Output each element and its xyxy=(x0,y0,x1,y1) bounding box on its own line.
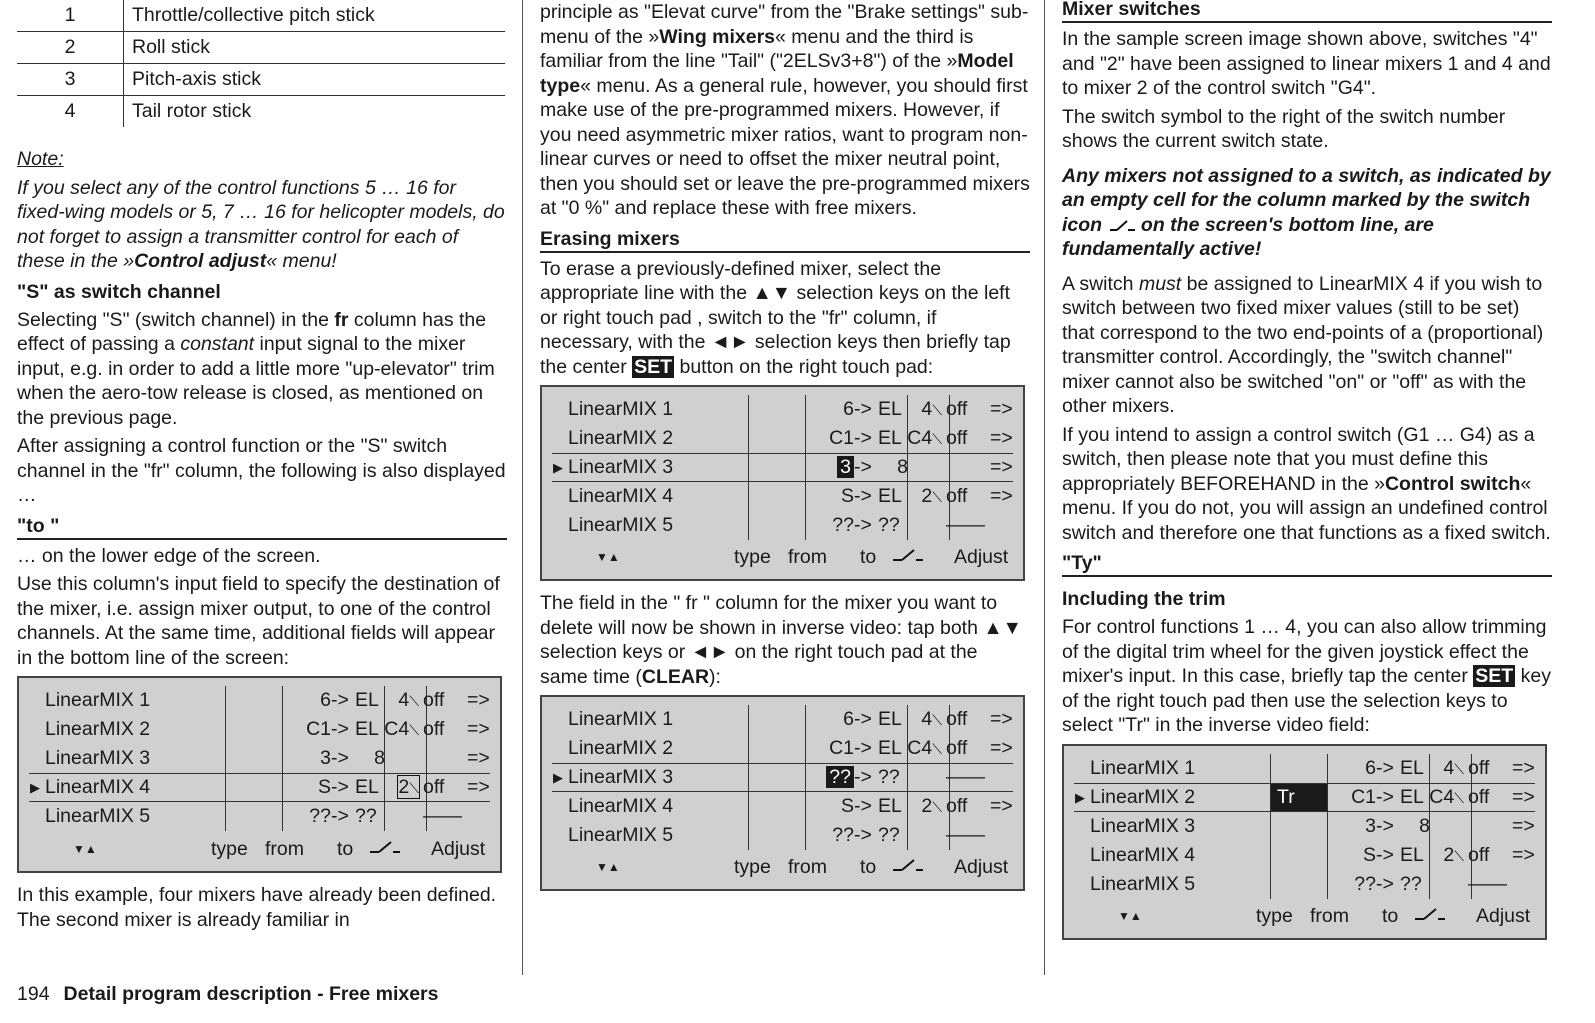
adjust-field[interactable]: off xyxy=(946,398,968,420)
mixer-row[interactable] xyxy=(29,744,490,773)
mixer-label: LinearMIX 4 xyxy=(568,795,674,817)
mixer-row[interactable] xyxy=(29,715,490,744)
adjust-arrow-icon[interactable]: => xyxy=(990,737,1013,759)
switch-state-icon: ⟍ xyxy=(409,780,419,796)
from-field[interactable]: 6 xyxy=(320,689,331,711)
control-label: Roll stick xyxy=(124,32,506,64)
control-label: Pitch-axis stick xyxy=(124,64,506,96)
to-field[interactable]: 8 xyxy=(897,456,908,478)
from-field[interactable]: C1 xyxy=(829,427,854,449)
adjust-arrow-icon[interactable]: => xyxy=(1512,814,1535,837)
from-field[interactable]: S xyxy=(840,485,854,507)
arrow-icon: -> xyxy=(331,776,349,798)
mixer-screen-1 xyxy=(17,676,502,873)
footer-adjust[interactable]: Adjust xyxy=(431,838,486,860)
arrow-icon: -> xyxy=(1376,785,1394,808)
control-number: 1 xyxy=(17,0,124,32)
control-table-row xyxy=(17,32,505,64)
mixer-row[interactable] xyxy=(552,705,1013,734)
to-field[interactable]: ?? xyxy=(1400,872,1422,895)
mixer-row[interactable] xyxy=(1074,870,1535,899)
paragraph-warning: Any mixers not assigned to a switch, as indicated by an empty cell for the column marked by the switch icon on the screen's bottom line, are fundamentally active! xyxy=(1062,164,1551,260)
mixer-label: LinearMIX 4 xyxy=(1090,843,1196,866)
mixer-label: LinearMIX 4 xyxy=(568,485,674,507)
paragraph-example: In this example, four mixers have already been defined. The second mixer is already familiar in xyxy=(17,884,497,931)
control-label: Throttle/collective pitch stick xyxy=(124,0,506,32)
mixer-label: LinearMIX 5 xyxy=(568,514,674,536)
from-field[interactable]: S xyxy=(1362,843,1376,866)
arrow-icon: -> xyxy=(854,456,872,478)
mixer-screen-3 xyxy=(540,695,1025,891)
mixer-label: LinearMIX 1 xyxy=(1090,756,1196,779)
arrow-icon: -> xyxy=(331,689,349,711)
paragraph-control-switch: If you intend to assign a control switch (G1 … G4) as a switch, then please note that you must define this appropriately BEFOREHAND in the »Control switch« menu. If you do not, you will assign an undefined control switch and therefore one that functions as a fixed switch. xyxy=(1062,423,1551,544)
arrow-icon: -> xyxy=(331,718,349,740)
footer-to[interactable]: to xyxy=(337,838,354,860)
switch-field[interactable]: C4⟍ xyxy=(384,718,419,740)
mixer-label: LinearMIX 1 xyxy=(568,398,674,420)
column-3 xyxy=(1062,0,1552,950)
footer-switch-icon[interactable] xyxy=(892,855,924,880)
heading-including-trim: Including the trim xyxy=(1062,588,1226,610)
mixer-label: LinearMIX 5 xyxy=(1090,872,1196,895)
mixer-label: LinearMIX 3 xyxy=(45,747,151,769)
footer-from[interactable]: from xyxy=(265,838,304,860)
mixer-row[interactable] xyxy=(1074,754,1535,783)
switch-state-icon: ⟍ xyxy=(932,489,942,505)
to-field[interactable]: EL xyxy=(878,795,902,817)
footer-type[interactable]: type xyxy=(211,838,248,860)
heading-switch-channel: "S" as switch channel xyxy=(17,280,221,303)
switch-field[interactable]: C4⟍ xyxy=(1429,785,1464,808)
mixer-label: LinearMIX 3 xyxy=(1090,814,1196,837)
to-field[interactable]: EL xyxy=(878,427,902,449)
switch-field[interactable]: 2⟍ xyxy=(1443,843,1464,866)
mixer-label: LinearMIX 2 xyxy=(568,737,674,759)
switch-field[interactable]: C4⟍ xyxy=(907,427,942,449)
control-number: 3 xyxy=(17,64,124,96)
screen-footer xyxy=(29,837,490,863)
mixer-row[interactable] xyxy=(1074,841,1535,870)
adjust-arrow-icon[interactable]: => xyxy=(467,747,490,769)
adjust-field[interactable]: —— xyxy=(423,805,462,827)
from-field[interactable]: 6 xyxy=(1365,756,1376,779)
footer-adjust[interactable]: Adjust xyxy=(954,546,1009,568)
switch-state-icon: ⟍ xyxy=(932,431,942,447)
from-field[interactable]: 6 xyxy=(843,398,854,420)
arrow-icon: -> xyxy=(331,747,349,769)
page-number: 194 xyxy=(17,983,50,1005)
screen-footer xyxy=(552,855,1013,881)
mixer-row[interactable] xyxy=(552,511,1013,540)
paragraph-principle: principle as "Elevat curve" from the "Brake settings" sub-menu of the »Wing mixers« menu and the third is familiar from the line "Tail" ("2ELSv3+8") of the »Model type« menu. As a general rule, however, you should first make use of the pre-programmed mixers. However, if you need asymmetric mixer ratios, want to program non-linear curves or need to offset the mixer neutral point, then you should set or leave the pre-programmed mixers at "0 %" and replace these with free mixers. xyxy=(540,1,1030,219)
footer-title: Detail program description - Free mixers xyxy=(63,983,439,1005)
adjust-field[interactable]: —— xyxy=(946,514,985,536)
mixer-row[interactable] xyxy=(552,792,1013,821)
adjust-field[interactable]: off xyxy=(1468,785,1490,808)
switch-state-icon: ⟍ xyxy=(409,722,419,738)
paragraph-sample-screen: In the sample screen image shown above, switches "4" and "2" have been assigned to linear mixers 1 and 4 and to mixer 2 of the control switch "G4". xyxy=(1062,28,1551,99)
footer-type[interactable]: type xyxy=(734,856,771,878)
to-field[interactable]: ?? xyxy=(878,824,900,846)
from-field[interactable]: 3 xyxy=(320,747,331,769)
control-number: 2 xyxy=(17,32,124,64)
to-field[interactable]: EL xyxy=(878,708,902,730)
switch-field[interactable]: 2⟍ xyxy=(921,795,942,817)
from-field[interactable]: 3 xyxy=(1365,814,1376,837)
mixer-row[interactable] xyxy=(29,686,490,715)
arrow-icon: -> xyxy=(1376,872,1394,895)
adjust-arrow-icon[interactable]: => xyxy=(990,456,1013,478)
arrow-icon: -> xyxy=(854,795,872,817)
arrow-icon: -> xyxy=(331,805,349,827)
adjust-field[interactable]: —— xyxy=(946,824,985,846)
mixer-screen-4 xyxy=(1062,744,1547,940)
arrow-icon: -> xyxy=(1376,814,1394,837)
footer-switch-icon[interactable] xyxy=(369,837,401,862)
adjust-field[interactable]: off xyxy=(946,795,968,817)
mixer-row[interactable] xyxy=(552,395,1013,424)
adjust-field[interactable]: off xyxy=(946,737,968,759)
adjust-arrow-icon[interactable]: => xyxy=(990,708,1013,730)
from-field[interactable]: ?? xyxy=(832,514,854,536)
selection-keys-icon: ▼▲ xyxy=(596,860,620,874)
control-table-row xyxy=(17,64,505,96)
to-field[interactable]: ?? xyxy=(355,805,377,827)
note-text: If you select any of the control functions 5 … 16 for fixed-wing models or 5, 7 … 16 for helicopter models, do not forget to assign a transmitter control for each of these in the »Control adjust« menu! xyxy=(17,176,505,272)
adjust-field[interactable]: off xyxy=(1468,756,1490,779)
mixer-row[interactable] xyxy=(552,424,1013,453)
to-field[interactable]: EL xyxy=(878,737,902,759)
adjust-arrow-icon[interactable]: => xyxy=(990,485,1013,507)
selection-keys-icon: ▼▲ xyxy=(596,550,620,564)
adjust-arrow-icon[interactable]: => xyxy=(467,776,490,798)
footer-switch-icon[interactable] xyxy=(892,545,924,570)
footer-to[interactable]: to xyxy=(860,856,877,878)
to-field[interactable]: EL xyxy=(878,485,902,507)
mixer-row[interactable] xyxy=(1074,812,1535,841)
to-field[interactable]: 8 xyxy=(1419,814,1430,837)
mixer-row[interactable] xyxy=(1074,783,1535,812)
mixer-label: LinearMIX 3 xyxy=(568,456,674,478)
to-field[interactable]: EL xyxy=(1400,785,1424,808)
adjust-arrow-icon[interactable]: => xyxy=(467,718,490,740)
paragraph-erase: To erase a previously-defined mixer, select the appropriate line with the ▲▼ selection keys on the left or right touch pad , switch to the "fr" column, if necessary, with the ◄► selection keys then briefly tap the center SET button on the right touch pad: xyxy=(540,257,1011,378)
from-field[interactable]: ?? xyxy=(1354,872,1376,895)
switch-state-icon: ⟍ xyxy=(409,693,419,709)
mixer-label: LinearMIX 1 xyxy=(568,708,674,730)
type-field[interactable]: Tr xyxy=(1271,784,1327,811)
paragraph-trim: For control functions 1 … 4, you can also allow trimming of the digital trim wheel for the given joystick effect the mixer's input. In this case, briefly tap the center SET key of the right touch pad then use the selection keys to select "Tr" in the inverse video field: xyxy=(1062,616,1551,736)
footer-type[interactable]: type xyxy=(734,546,771,568)
paragraph-destination: Use this column's input field to specify the destination of the mixer, i.e. assign mixer output, to one of the control channels. At the same time, additional fields will appear in the bottom line of the screen: xyxy=(17,573,500,669)
adjust-field[interactable]: off xyxy=(946,485,968,507)
switch-field[interactable]: 2⟍ xyxy=(398,776,419,798)
mixer-label: LinearMIX 3 xyxy=(568,766,674,788)
set-key-label: SET xyxy=(634,355,673,378)
footer-from[interactable]: from xyxy=(1310,904,1349,927)
page-footer xyxy=(17,982,439,1007)
mixer-label: LinearMIX 2 xyxy=(1090,785,1196,808)
paragraph-must: A switch must be assigned to LinearMIX 4 if you wish to switch between two fixed mixer values (still to be set) that correspond to the two end-points of a (proportional) transmitter control. Accordingly, the "switch channel" mixer cannot also be switched "on" or "off" as with the other mixers. xyxy=(1062,272,1544,417)
screen-footer xyxy=(552,545,1013,571)
switch-state-icon: ⟍ xyxy=(1454,789,1464,806)
arrow-icon: -> xyxy=(854,485,872,507)
arrow-icon: -> xyxy=(854,766,872,788)
arrow-icon: -> xyxy=(854,427,872,449)
footer-from[interactable]: from xyxy=(788,856,827,878)
heading-ty: "Ty" xyxy=(1062,551,1552,577)
to-field[interactable]: EL xyxy=(878,398,902,420)
from-field[interactable]: C1 xyxy=(829,737,854,759)
from-field[interactable]: ?? xyxy=(784,764,854,791)
paragraph-after-assign: After assigning a control function or the "S" switch channel in the "fr" column, the following is also displayed … xyxy=(17,435,506,506)
adjust-arrow-icon[interactable]: => xyxy=(990,427,1013,449)
adjust-field[interactable]: —— xyxy=(946,766,985,788)
to-field[interactable]: EL xyxy=(355,689,379,711)
adjust-field[interactable]: off xyxy=(946,427,968,449)
from-field[interactable]: ?? xyxy=(309,805,331,827)
arrow-icon: -> xyxy=(854,737,872,759)
switch-state-icon: ⟍ xyxy=(932,741,942,757)
from-field[interactable]: ?? xyxy=(832,824,854,846)
to-field[interactable]: EL xyxy=(1400,756,1424,779)
adjust-field[interactable]: —— xyxy=(1468,872,1507,895)
mixer-label: LinearMIX 4 xyxy=(45,776,151,798)
switch-field[interactable]: 4⟍ xyxy=(921,708,942,730)
control-function-table xyxy=(17,0,505,127)
selection-keys-icon: ▼▲ xyxy=(1118,908,1142,923)
arrow-icon: -> xyxy=(1376,756,1394,779)
switch-field[interactable]: 4⟍ xyxy=(1443,756,1464,779)
heading-erasing-mixers: Erasing mixers xyxy=(540,227,1030,253)
selection-marker-icon: ▶ xyxy=(1075,789,1085,805)
paragraph-lower-edge: … on the lower edge of the screen. xyxy=(17,544,321,567)
adjust-field[interactable]: off xyxy=(1468,843,1490,866)
heading-mixer-switches: Mixer switches xyxy=(1062,0,1552,23)
mixer-screen-2 xyxy=(540,385,1025,581)
column-divider-1 xyxy=(522,0,523,975)
to-field[interactable]: ?? xyxy=(878,766,900,788)
adjust-field[interactable]: off xyxy=(423,776,445,798)
to-field[interactable]: EL xyxy=(355,776,379,798)
to-field[interactable]: 8 xyxy=(374,747,385,769)
switch-field[interactable]: C4⟍ xyxy=(907,737,942,759)
footer-adjust[interactable]: Adjust xyxy=(954,856,1009,878)
switch-state-icon: ⟍ xyxy=(932,402,942,418)
mixer-label: LinearMIX 5 xyxy=(45,805,151,827)
switch-icon xyxy=(1108,218,1136,232)
mixer-row[interactable] xyxy=(552,734,1013,763)
note-label: Note: xyxy=(17,148,64,170)
adjust-arrow-icon[interactable]: => xyxy=(990,795,1013,817)
arrow-icon: -> xyxy=(1376,843,1394,866)
switch-state-icon: ⟍ xyxy=(1454,847,1464,864)
mixer-row[interactable] xyxy=(552,453,1013,482)
footer-to[interactable]: to xyxy=(1382,904,1399,927)
arrow-icon: -> xyxy=(854,398,872,420)
column-2 xyxy=(540,0,1030,901)
control-label: Tail rotor stick xyxy=(132,100,252,123)
adjust-arrow-icon[interactable]: => xyxy=(1512,785,1535,808)
switch-field[interactable]: 4⟍ xyxy=(921,398,942,420)
to-field[interactable]: EL xyxy=(355,718,379,740)
mixer-row[interactable] xyxy=(29,802,490,831)
adjust-arrow-icon[interactable]: => xyxy=(1512,756,1535,779)
set-key-label-2: SET xyxy=(1475,665,1514,687)
from-field[interactable]: S xyxy=(317,776,331,798)
switch-state-icon: ⟍ xyxy=(1454,760,1464,777)
to-field[interactable]: EL xyxy=(1400,843,1424,866)
screen-footer xyxy=(1074,904,1535,930)
from-field[interactable]: 6 xyxy=(843,708,854,730)
mixer-label: LinearMIX 5 xyxy=(568,824,674,846)
selection-marker-icon: ▶ xyxy=(553,770,563,785)
mixer-label: LinearMIX 1 xyxy=(45,689,151,711)
footer-to[interactable]: to xyxy=(860,546,877,568)
arrow-icon: -> xyxy=(854,824,872,846)
control-number: 4 xyxy=(17,96,124,128)
control-table-row xyxy=(17,0,505,32)
switch-field[interactable]: 4⟍ xyxy=(398,689,419,711)
selection-marker-icon: ▶ xyxy=(553,460,563,475)
arrow-icon: -> xyxy=(854,514,872,536)
adjust-field[interactable]: off xyxy=(946,708,968,730)
adjust-arrow-icon[interactable]: => xyxy=(1512,843,1535,866)
adjust-arrow-icon[interactable]: => xyxy=(467,689,490,711)
arrow-icon: -> xyxy=(854,708,872,730)
from-field[interactable]: C1 xyxy=(306,718,331,740)
mixer-label: LinearMIX 2 xyxy=(45,718,151,740)
footer-from[interactable]: from xyxy=(788,546,827,568)
paragraph-switch-symbol: The switch symbol to the right of the switch number shows the current switch state. xyxy=(1062,105,1506,152)
mixer-row[interactable] xyxy=(552,482,1013,511)
footer-adjust[interactable]: Adjust xyxy=(1476,904,1531,927)
mixer-row[interactable] xyxy=(552,821,1013,850)
adjust-field[interactable]: off xyxy=(423,718,445,740)
column-divider-2 xyxy=(1044,0,1045,975)
selection-keys-icon: ▼▲ xyxy=(73,842,97,856)
paragraph-switch-channel: Selecting "S" (switch channel) in the fr column has the effect of passing a constant input signal to the mixer input, e.g. in order to add a little more "up-elevator" trim when the aero-tow release is closed, as mentioned on the previous page. xyxy=(17,308,495,429)
from-field[interactable]: C1 xyxy=(1351,785,1376,808)
from-field[interactable]: S xyxy=(840,795,854,817)
footer-type[interactable]: type xyxy=(1256,904,1293,927)
column-1 xyxy=(17,0,507,936)
mixer-label: LinearMIX 2 xyxy=(568,427,674,449)
footer-switch-icon[interactable] xyxy=(1414,904,1446,929)
adjust-arrow-icon[interactable]: => xyxy=(990,398,1013,420)
switch-state-icon: ⟍ xyxy=(932,799,942,815)
selection-marker-icon: ▶ xyxy=(30,780,40,795)
switch-state-icon: ⟍ xyxy=(932,712,942,728)
mixer-row[interactable] xyxy=(29,773,490,802)
to-field[interactable]: ?? xyxy=(878,514,900,536)
from-field[interactable]: 3 xyxy=(784,454,854,481)
heading-to: "to " xyxy=(17,514,507,540)
control-table-row xyxy=(17,96,505,128)
mixer-row[interactable] xyxy=(552,763,1013,792)
paragraph-inverse-video: The field in the " fr " column for the mixer you want to delete will now be shown in inverse video: tap both ▲▼ selection keys or ◄► on the right touch pad at the same time (CLEAR): xyxy=(540,592,1022,688)
adjust-field[interactable]: off xyxy=(423,689,445,711)
switch-field[interactable]: 2⟍ xyxy=(921,485,942,507)
